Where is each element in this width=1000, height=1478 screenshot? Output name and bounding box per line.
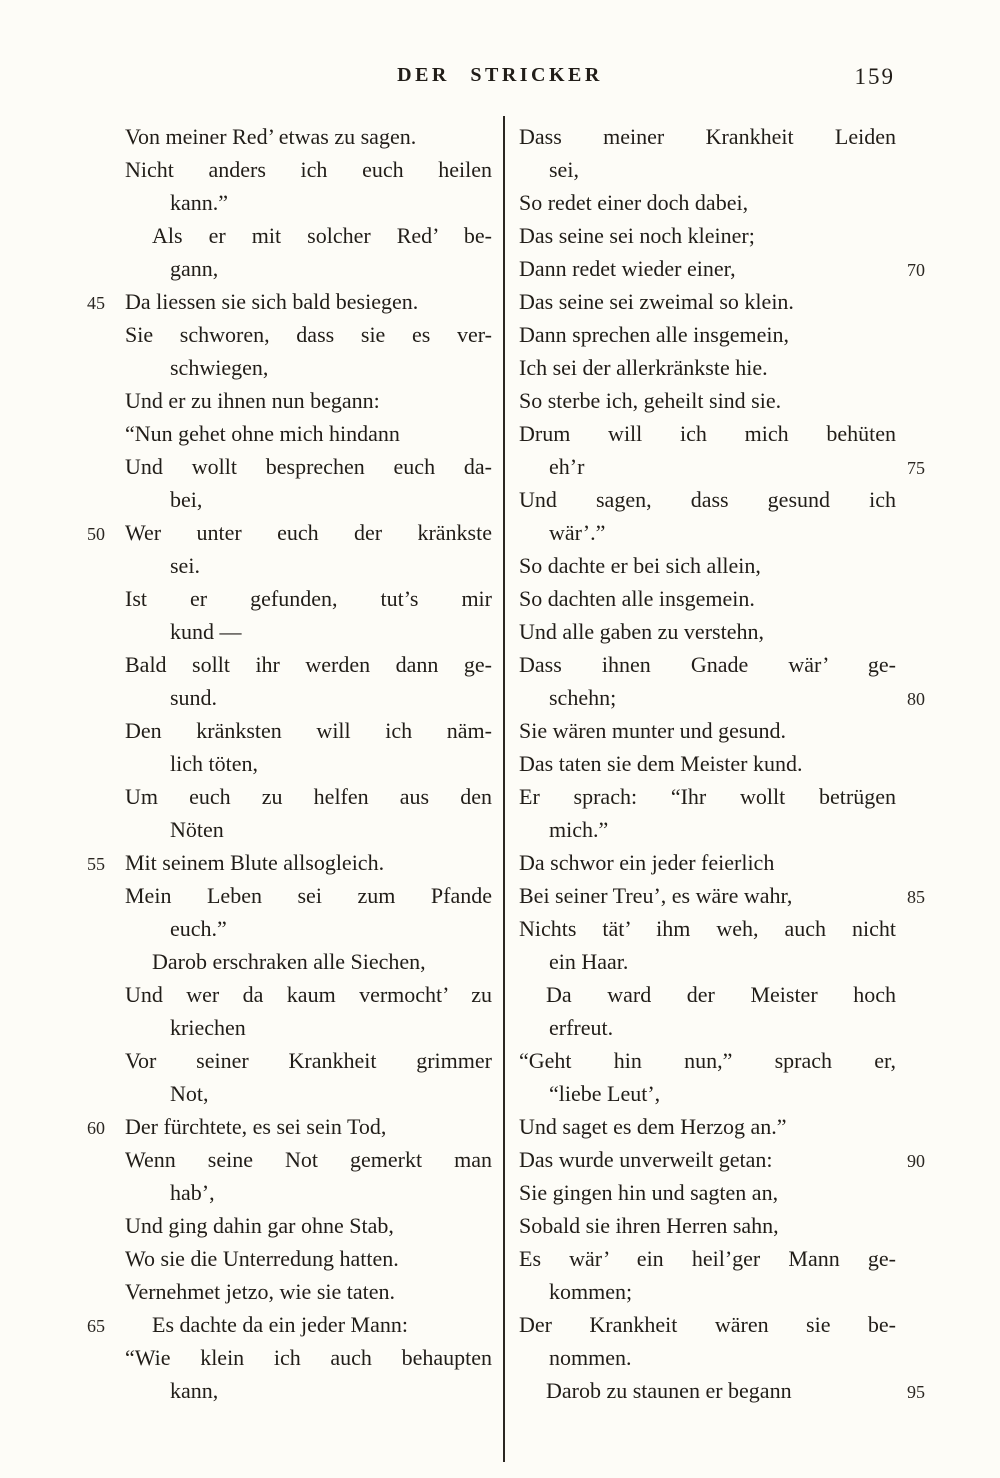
verse-text: Das taten sie dem Meister kund. — [519, 751, 803, 776]
verse-line — [519, 879, 925, 912]
verse-line — [125, 648, 492, 681]
verse-line — [125, 351, 492, 384]
verse-line-number: 60 — [87, 1118, 105, 1138]
verse-text: Dann sprechen alle insgemein, — [519, 322, 790, 347]
page-number: 159 — [854, 64, 895, 89]
verse-text: Vor seiner Krankheit grimmer — [125, 1048, 492, 1073]
verse-text: Darob zu staunen er begann — [546, 1378, 792, 1403]
verse-text: Bei seiner Treu’, es wäre wahr, — [519, 883, 793, 908]
verse-line — [125, 747, 492, 780]
verse-text: kund — — [170, 619, 242, 644]
verse-text: Und alle gaben zu verstehn, — [519, 619, 764, 644]
verse-line — [519, 945, 896, 978]
verse-text: kommen; — [549, 1279, 633, 1304]
verse-text: Und er zu ihnen nun begann: — [125, 388, 380, 413]
verse-text: Da schwor ein jeder feierlich — [519, 850, 775, 875]
verse-text: Mit seinem Blute allsogleich. — [125, 850, 385, 875]
verse-line — [519, 351, 896, 384]
verse-text: sund. — [170, 685, 218, 710]
verse-text: wär’.” — [549, 520, 606, 545]
verse-text: “Wie klein ich auch behaupten — [125, 1345, 492, 1370]
verse-text: Ich sei der allerkränkste hie. — [519, 355, 768, 380]
column-divider — [503, 116, 505, 1462]
verse-text: Der fürchtete, es sei sein Tod, — [125, 1114, 387, 1139]
verse-text: Mein Leben sei zum Pfande — [125, 883, 492, 908]
verse-line-number: 65 — [87, 1316, 105, 1336]
verse-text: Um euch zu helfen aus den — [125, 784, 492, 809]
verse-line — [125, 681, 492, 714]
verse-text: kann, — [170, 1378, 219, 1403]
verse-text: ein Haar. — [549, 949, 629, 974]
verse-text: Vernehmet jetzo, wie sie taten. — [125, 1279, 396, 1304]
verse-line — [519, 1110, 896, 1143]
verse-text: schehn; — [549, 685, 617, 710]
verse-line — [519, 549, 896, 582]
verse-text: sei. — [170, 553, 200, 578]
verse-line — [519, 813, 896, 846]
verse-text: Nöten — [170, 817, 224, 842]
verse-line — [519, 186, 896, 219]
verse-text: Sobald sie ihren Herren sahn, — [519, 1213, 779, 1238]
verse-line — [519, 615, 896, 648]
verse-text: Es wär’ ein heil’ger Mann ge- — [519, 1246, 896, 1271]
verse-line — [125, 813, 492, 846]
verse-line — [125, 219, 492, 252]
verse-text: Und sagen, dass gesund ich — [519, 487, 896, 512]
verse-line — [519, 1044, 896, 1077]
verse-line — [87, 1308, 492, 1341]
verse-text: “liebe Leut’, — [549, 1081, 661, 1106]
verse-line — [125, 153, 492, 186]
verse-text: Sie gingen hin und sagten an, — [519, 1180, 779, 1205]
verse-line — [125, 582, 492, 615]
verse-text: Den kränksten will ich näm- — [125, 718, 492, 743]
page-title: DER STRICKER — [397, 64, 603, 86]
verse-line — [519, 1275, 896, 1308]
verse-text: Es dachte da ein jeder Mann: — [152, 1312, 408, 1337]
verse-line — [87, 1110, 492, 1143]
verse-line — [519, 846, 896, 879]
verse-line — [519, 417, 896, 450]
verse-line — [125, 1176, 492, 1209]
verse-line — [519, 153, 896, 186]
verse-line — [125, 1374, 492, 1407]
verse-line — [125, 945, 492, 978]
verse-text: sei, — [549, 157, 579, 182]
verse-line — [519, 978, 896, 1011]
verse-line-number: 70 — [907, 260, 925, 280]
verse-line — [519, 681, 925, 714]
verse-text: mich.” — [549, 817, 609, 842]
verse-line — [519, 780, 896, 813]
verse-line — [519, 483, 896, 516]
verse-text: So redet einer doch dabei, — [519, 190, 749, 215]
verse-text: nommen. — [549, 1345, 632, 1370]
verse-line — [125, 978, 492, 1011]
verse-text: Darob erschraken alle Siechen, — [152, 949, 426, 974]
verse-line — [125, 879, 492, 912]
verse-text: Sie wären munter und gesund. — [519, 718, 786, 743]
verse-text: Drum will ich mich behüten — [519, 421, 896, 446]
verse-text: So dachte er bei sich allein, — [519, 553, 761, 578]
verse-text: Dann redet wieder einer, — [519, 256, 736, 281]
verse-text: bei, — [170, 487, 203, 512]
verse-line — [125, 1077, 492, 1110]
verse-line — [125, 1275, 492, 1308]
verse-text: Sie schworen, dass sie es ver- — [125, 322, 492, 347]
verse-line — [519, 1077, 896, 1110]
text-column-left — [87, 120, 492, 1407]
verse-line — [125, 912, 492, 945]
verse-line — [125, 1242, 492, 1275]
verse-text: Und wollt besprechen euch da- — [125, 454, 492, 479]
verse-line-number: 55 — [87, 854, 105, 874]
verse-text: Wer unter euch der kränkste — [125, 520, 492, 545]
verse-line — [519, 450, 925, 483]
verse-text: Und wer da kaum vermocht’ zu — [125, 982, 492, 1007]
verse-line — [519, 1011, 896, 1044]
verse-line — [519, 219, 896, 252]
verse-line — [519, 1242, 896, 1275]
verse-line — [519, 1209, 896, 1242]
verse-text: Wenn seine Not gemerkt man — [125, 1147, 492, 1172]
verse-line — [519, 384, 896, 417]
verse-line — [125, 186, 492, 219]
verse-text: “Geht hin nun,” sprach er, — [519, 1048, 896, 1073]
verse-line — [519, 747, 896, 780]
text-column-right — [519, 120, 925, 1407]
verse-line-number: 45 — [87, 293, 105, 313]
verse-line — [519, 582, 896, 615]
verse-text: eh’r — [549, 454, 585, 479]
verse-line — [519, 1143, 925, 1176]
verse-line — [125, 549, 492, 582]
verse-text: schwiegen, — [170, 355, 269, 380]
verse-line — [519, 120, 896, 153]
verse-line — [125, 714, 492, 747]
running-head — [0, 64, 1000, 98]
verse-line — [87, 285, 492, 318]
verse-text: hab’, — [170, 1180, 215, 1205]
verse-line — [519, 912, 896, 945]
verse-line — [125, 1341, 492, 1374]
verse-line — [125, 450, 492, 483]
verse-text: Der Krankheit wären sie be- — [519, 1312, 896, 1337]
verse-line — [125, 483, 492, 516]
verse-text: Nichts tät’ ihm weh, auch nicht — [519, 916, 896, 941]
verse-text: Und ging dahin gar ohne Stab, — [125, 1213, 394, 1238]
verse-text: Dass meiner Krankheit Leiden — [519, 124, 896, 149]
verse-line — [519, 1374, 925, 1407]
verse-line-number: 80 — [907, 689, 925, 709]
verse-line — [519, 648, 896, 681]
verse-text: gann, — [170, 256, 219, 281]
verse-line — [125, 120, 492, 153]
verse-line — [125, 417, 492, 450]
verse-text: Das wurde unverweilt getan: — [519, 1147, 773, 1172]
verse-text: Das seine sei zweimal so klein. — [519, 289, 794, 314]
verse-line — [87, 846, 492, 879]
verse-text: erfreut. — [549, 1015, 614, 1040]
verse-line — [519, 1176, 896, 1209]
verse-line — [125, 318, 492, 351]
verse-text: Da ward der Meister hoch — [546, 982, 896, 1007]
verse-text: Ist er gefunden, tut’s mir — [125, 586, 492, 611]
verse-line-number: 90 — [907, 1151, 925, 1171]
verse-text: Bald sollt ihr werden dann ge- — [125, 652, 492, 677]
verse-text: kriechen — [170, 1015, 246, 1040]
verse-line — [519, 714, 896, 747]
verse-line — [519, 318, 896, 351]
verse-line-number: 75 — [907, 458, 925, 478]
verse-line — [125, 615, 492, 648]
verse-text: So dachten alle insgemein. — [519, 586, 755, 611]
verse-text: kann.” — [170, 190, 229, 215]
verse-line — [125, 1044, 492, 1077]
verse-line-number: 50 — [87, 524, 105, 544]
verse-line — [125, 384, 492, 417]
verse-text: Als er mit solcher Red’ be- — [152, 223, 492, 248]
verse-text: Und saget es dem Herzog an.” — [519, 1114, 787, 1139]
verse-text: Wo sie die Unterredung hatten. — [125, 1246, 399, 1271]
verse-line — [125, 1143, 492, 1176]
verse-line-number: 95 — [907, 1382, 925, 1402]
verse-line — [125, 1011, 492, 1044]
verse-text: Dass ihnen Gnade wär’ ge- — [519, 652, 896, 677]
verse-text: Not, — [170, 1081, 209, 1106]
verse-text: lich töten, — [170, 751, 258, 776]
verse-line — [125, 780, 492, 813]
verse-line — [125, 1209, 492, 1242]
verse-line — [125, 252, 492, 285]
verse-text: So sterbe ich, geheilt sind sie. — [519, 388, 782, 413]
verse-text: Da liessen sie sich bald besiegen. — [125, 289, 419, 314]
verse-line — [519, 285, 896, 318]
verse-text: Das seine sei noch kleiner; — [519, 223, 755, 248]
verse-text: Nicht anders ich euch heilen — [125, 157, 492, 182]
verse-text: Er sprach: “Ihr wollt betrügen — [519, 784, 896, 809]
verse-line — [519, 1308, 896, 1341]
verse-text: Von meiner Red’ etwas zu sagen. — [125, 124, 417, 149]
verse-text: euch.” — [170, 916, 227, 941]
verse-line-number: 85 — [907, 887, 925, 907]
verse-line — [87, 516, 492, 549]
verse-line — [519, 1341, 896, 1374]
verse-line — [519, 516, 896, 549]
verse-text: “Nun gehet ohne mich hindann — [125, 421, 400, 446]
verse-line — [519, 252, 925, 285]
